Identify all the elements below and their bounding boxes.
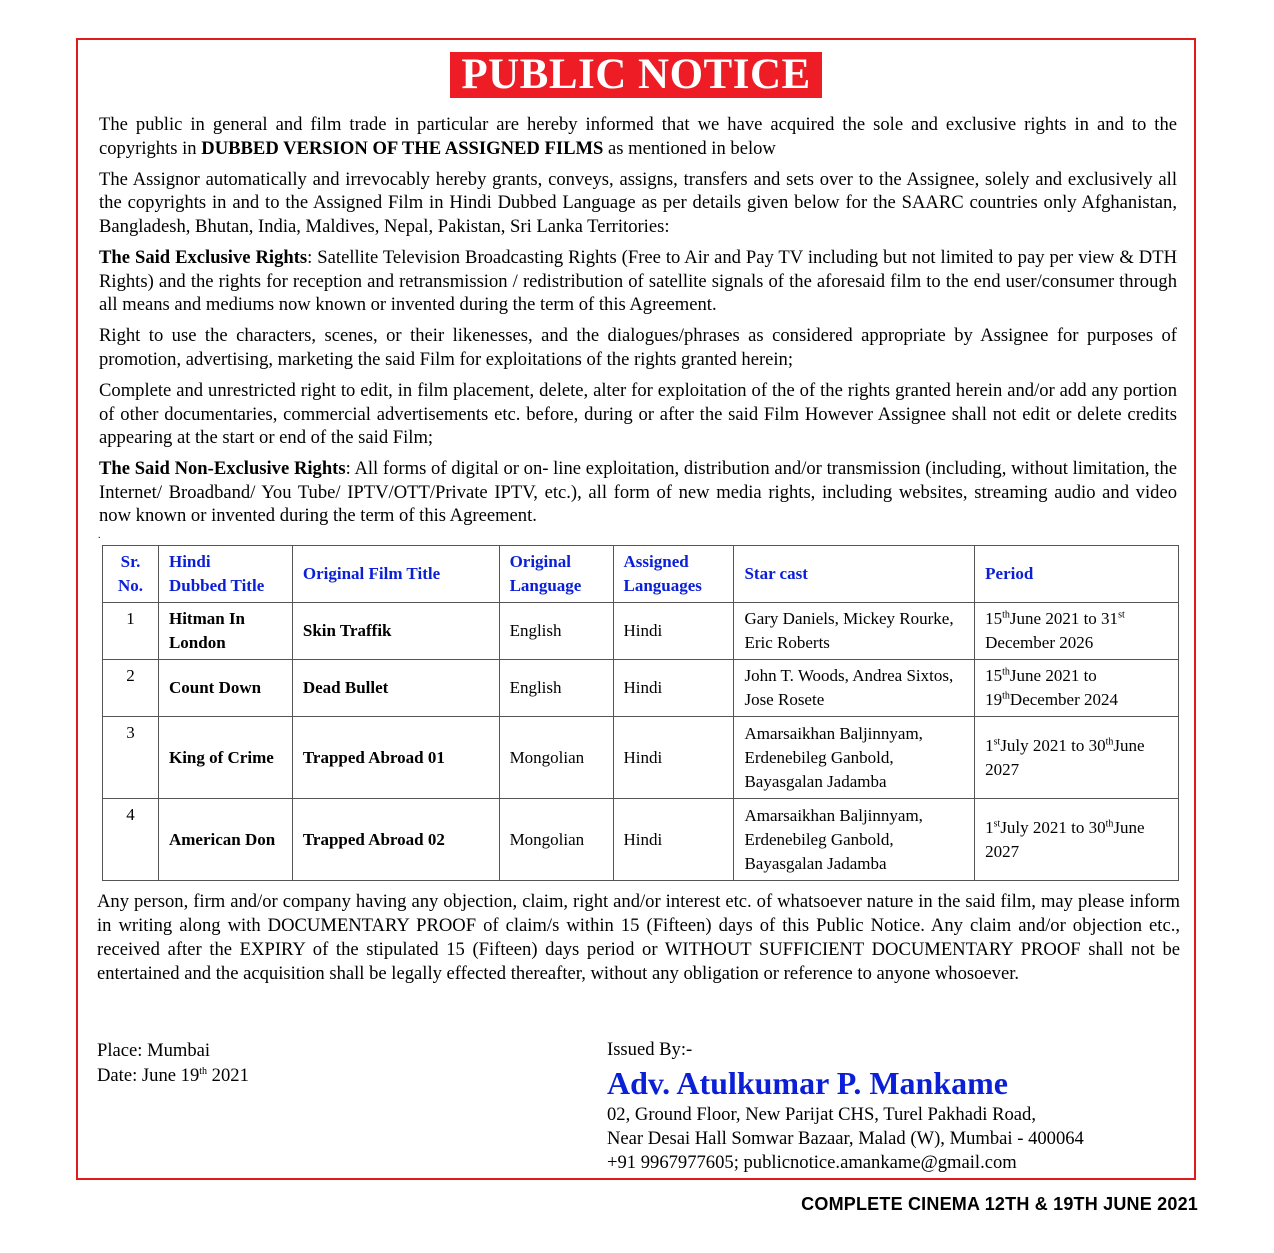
row-hindi-title: American Don — [158, 799, 292, 881]
header-sr-no: Sr. No. — [103, 546, 159, 603]
intro-text-1: The public in general and film trade in particular are hereby informed that we have acquired the sole and exclusive rights in and to the copyrights in — [99, 114, 1177, 159]
row-language: English — [499, 660, 613, 717]
notice-title: PUBLIC NOTICE — [450, 52, 821, 98]
row-star-cast: John T. Woods, Andrea Sixtos, Jose Rosete — [734, 660, 975, 717]
header-original-language: Original Language — [499, 546, 613, 603]
header-assigned-languages: Assigned Languages — [613, 546, 734, 603]
table-row — [103, 603, 1179, 660]
row-star-cast: Gary Daniels, Mickey Rourke, Eric Roberts — [734, 603, 975, 660]
row-assigned-language: Hindi — [613, 660, 734, 717]
row-star-cast: Amarsaikhan Baljinnyam, Erdenebileg Ganbold, Bayasgalan Jadamba — [734, 717, 975, 799]
table-header-row — [103, 546, 1179, 603]
row-hindi-title: Count Down — [158, 660, 292, 717]
row-assigned-language: Hindi — [613, 603, 734, 660]
row-sr: 1 — [103, 603, 159, 660]
header-original-title: Original Film Title — [292, 546, 499, 603]
row-assigned-language: Hindi — [613, 717, 734, 799]
row-original-title: Trapped Abroad 02 — [292, 799, 499, 881]
edit-rights-paragraph: Complete and unrestricted right to edit, in film placement, delete, alter for exploitation of the of the rights granted herein and/or add any portion of other documentaries, commercial advertisements etc. before, during or after the said Film However Assignee shall not edit or delete credits appearing at the start or end of the said Film; — [99, 379, 1177, 449]
row-period: 15thJune 2021 to 19thDecember 2024 — [975, 660, 1179, 717]
row-period: 1stJuly 2021 to 30thJune 2027 — [975, 799, 1179, 881]
exclusive-rights-paragraph — [99, 246, 1177, 317]
publication-footer: COMPLETE CINEMA 12TH & 19TH JUNE 2021 — [801, 1194, 1198, 1214]
row-original-title: Trapped Abroad 01 — [292, 717, 499, 799]
title-wrap — [78, 52, 1194, 98]
row-original-title: Skin Traffik — [292, 603, 499, 660]
row-language: English — [499, 603, 613, 660]
films-table — [102, 545, 1179, 881]
objection-paragraph: Any person, firm and/or company having any objection, claim, right and/or interest etc. of whatsoever nature in the said film, may please inform in writing along with DOCUMENTARY PROOF of claim/s within 15 (Fifteen) days of this Public Notice. Any claim and/or objection etc., received after the EXPIRY of the stipulated 15 (Fifteen) days period or WITHOUT SUFFICIENT DOCUMENTARY PROOF shall not be entertained and the acquisition shall be legally effected thereafter, without any obligation or reference to anyone whosoever. — [97, 891, 1180, 984]
place-line: Place: Mumbai — [97, 1040, 211, 1061]
assignor-paragraph: The Assignor automatically and irrevocably hereby grants, conveys, assigns, transfers and sets over to the Assignee, solely and exclusively all the copyrights in and to the Assigned Film in Hindi Dubbed Language as per details given below for the SAARC countries only Afghanistan, Bangladesh, Bhutan, India, Maldives, Nepal, Pakistan, Sri Lanka Territories: — [99, 168, 1177, 237]
header-star-cast: Star cast — [734, 546, 975, 603]
row-sr: 2 — [103, 660, 159, 717]
row-sr: 4 — [103, 799, 159, 881]
intro-bold-text: DUBBED VERSION OF THE ASSIGNED FILMS — [201, 137, 604, 159]
address-line-2: Near Desai Hall Somwar Bazaar, Malad (W), Mumbai - 400064 — [607, 1128, 1084, 1149]
intro-text-2: as mentioned in below — [603, 137, 776, 159]
exclusive-rights-label: The Said Exclusive Rights — [99, 246, 308, 268]
header-period: Period — [975, 546, 1179, 603]
row-sr: 3 — [103, 717, 159, 799]
date-line: Date: June 19th 2021 — [97, 1065, 249, 1086]
non-exclusive-rights-label: The Said Non-Exclusive Rights — [99, 458, 346, 480]
exclusive-rights-text: : Satellite Television Broadcasting Rights (Free to Air and Pay TV including but not limited to pay per view & DTH Rights) and the rights for reception and retransmission / redistribution of satellite signals of the aforesaid film to the end user/consumer through all means and mediums now known or invented during the term of this Agreement. — [99, 246, 1177, 316]
non-exclusive-rights-paragraph — [99, 457, 1177, 528]
row-star-cast: Amarsaikhan Baljinnyam, Erdenebileg Ganbold, Bayasgalan Jadamba — [734, 799, 975, 881]
characters-paragraph: Right to use the characters, scenes, or their likenesses, and the dialogues/phrases as considered appropriate by Assignee for purposes of promotion, advertising, marketing the said Film for exploitations of the rights granted herein; — [99, 325, 1177, 370]
row-language: Mongolian — [499, 717, 613, 799]
row-hindi-title: Hitman In London — [158, 603, 292, 660]
issued-by-label: Issued By:- — [607, 1039, 693, 1060]
row-period: 1stJuly 2021 to 30thJune 2027 — [975, 717, 1179, 799]
row-assigned-language: Hindi — [613, 799, 734, 881]
non-exclusive-rights-text: : All forms of digital or on- line exploitation, distribution and/or transmission (including, without limitation, the Internet/ Broadband/ You Tube/ IPTV/OTT/Private IPTV, etc.), all form of new media rights, including websites, streaming audio and video now known or invented during the term of this Agreement. — [99, 458, 1177, 527]
stray-mark: . — [98, 530, 101, 541]
table-row — [103, 660, 1179, 717]
row-hindi-title: King of Crime — [158, 717, 292, 799]
contact-line: +91 9967977605; publicnotice.amankame@gmail.com — [607, 1152, 1017, 1173]
header-hindi-title: Hindi Dubbed Title — [158, 546, 292, 603]
table-row — [103, 799, 1179, 881]
advocate-name: Adv. Atulkumar P. Mankame — [607, 1065, 1008, 1101]
intro-paragraph — [99, 113, 1177, 160]
place-date-block — [97, 1038, 249, 1088]
address-line-1: 02, Ground Floor, New Parijat CHS, Turel Pakhadi Road, — [607, 1104, 1036, 1125]
table-row — [103, 717, 1179, 799]
issued-by-block — [607, 1038, 1084, 1175]
row-original-title: Dead Bullet — [292, 660, 499, 717]
row-language: Mongolian — [499, 799, 613, 881]
notice-frame — [76, 38, 1196, 1180]
row-period: 15thJune 2021 to 31st December 2026 — [975, 603, 1179, 660]
notice-body — [99, 113, 1177, 536]
